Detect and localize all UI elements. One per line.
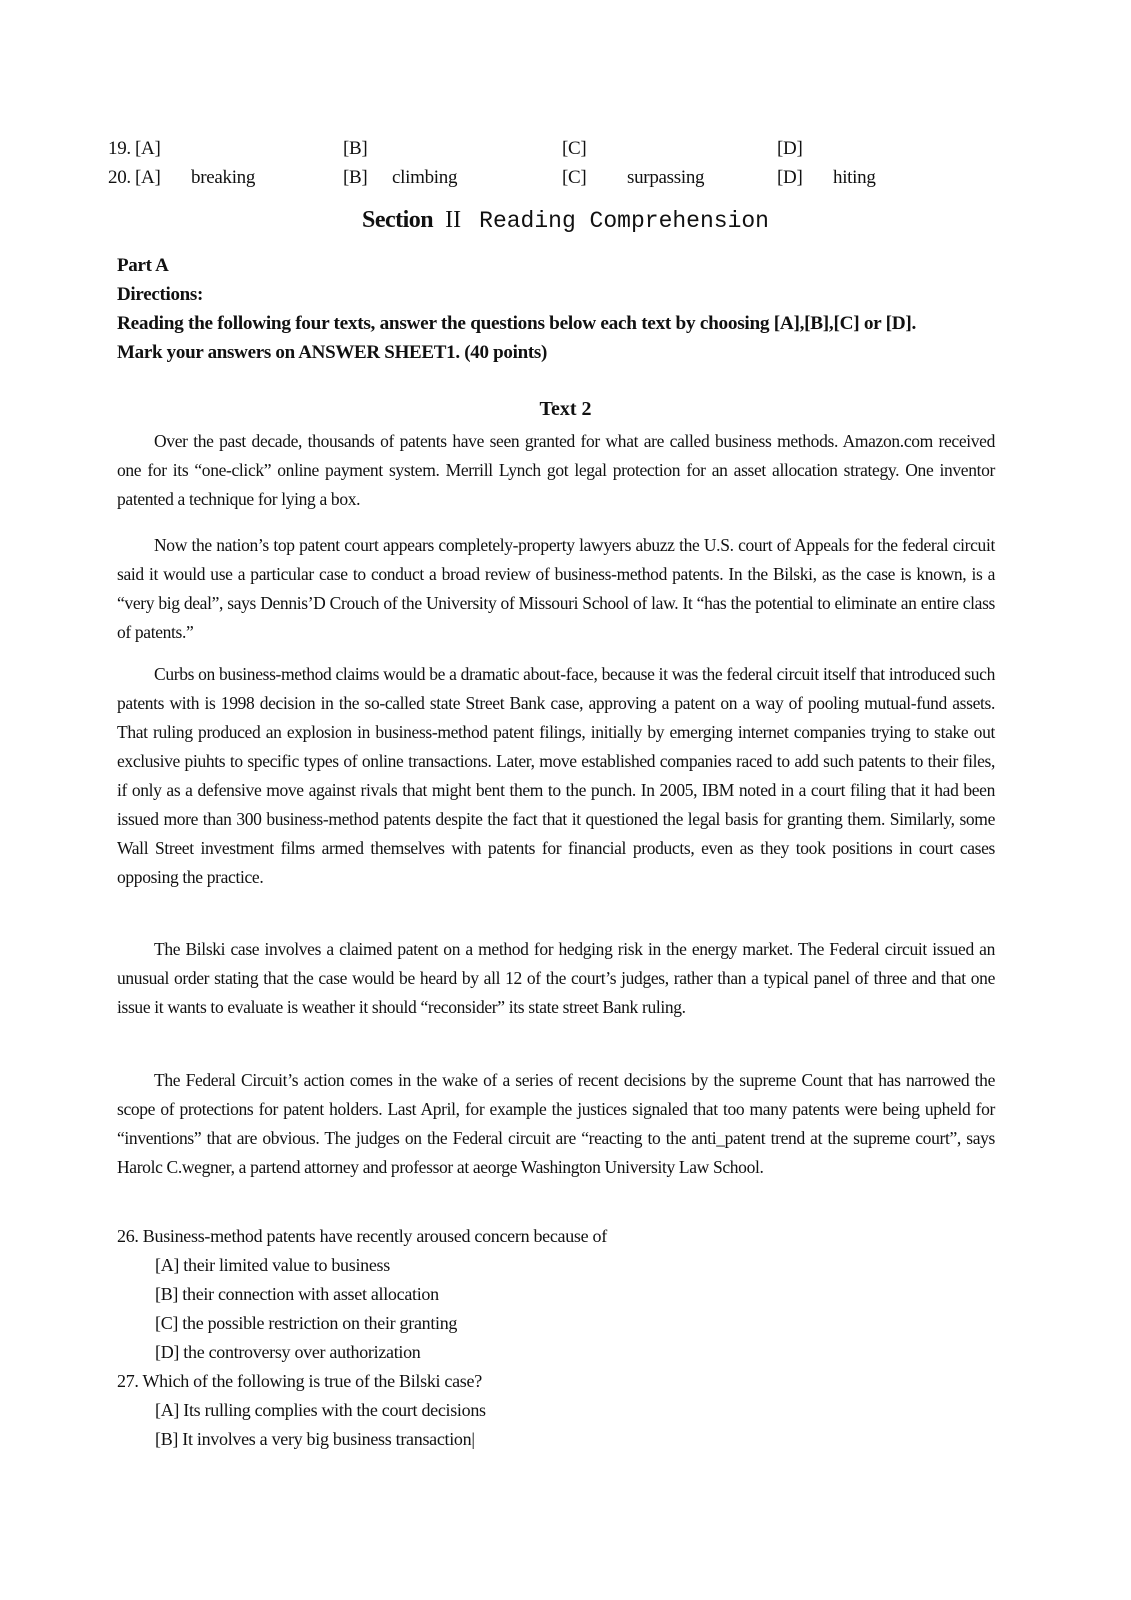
directions-line-1: Reading the following four texts, answer the questions below each text by choosing [A],[B],[C] or [D]. (117, 313, 916, 334)
option-text-d: hiting (833, 167, 876, 188)
option-letter-a: [A] (135, 138, 161, 159)
question-26-option-b: [B] their connection with asset allocation (155, 1284, 439, 1304)
paragraph-2: Now the nation’s top patent court appears completely-property lawyers abuzz the U.S. court of Appeals for the federal circuit said it would use a particular case to conduct a broad review of business-method patents. In the Bilski, as the case is known, is a “very big deal”, says Dennis’D Crouch of the University of Missouri School of law. It “has the potential to eliminate an entire class of patents.” (117, 535, 995, 642)
question-26-stem: 26. Business-method patents have recently aroused concern because of (117, 1226, 607, 1246)
question-number: 19. (108, 138, 131, 159)
option-letter-d: [D] (777, 167, 803, 188)
option-letter-c: [C] (562, 138, 587, 159)
option-letter-b: [B] (343, 167, 368, 188)
option-letter-b: [B] (343, 138, 368, 159)
paragraph-5: The Federal Circuit’s action comes in the wake of a series of recent decisions by the supreme Count that has narrowed the scope of protections for patent holders. Last April, for example the justices signaled that too many patents were being upheld for “inventions” that are obvious. The judges on the Federal circuit are “reacting to the anti_patent trend at the supreme court”, says Harolc C.wegner, a partend attorney and professor at aeorge Washington University Law School. (117, 1070, 995, 1177)
paragraph-4: The Bilski case involves a claimed patent on a method for hedging risk in the energy market. The Federal circuit issued an unusual order stating that the case would be heard by all 12 of the court’s judges, rather than a typical panel of three and that one issue it wants to evaluate is weather it should “reconsider” its state street Bank ruling. (117, 939, 995, 1017)
section-title: Reading Comprehension (479, 208, 769, 234)
option-letter-a: [A] (135, 167, 161, 188)
question-26-option-a: [A] their limited value to business (155, 1255, 390, 1275)
option-text-c: surpassing (627, 167, 705, 188)
question-27-option-b: [B] It involves a very big business transaction| (155, 1429, 475, 1449)
directions-label: Directions: (117, 284, 204, 305)
cloze-option-row-20 (0, 167, 1131, 195)
option-letter-c: [C] (562, 167, 587, 188)
option-letter-d: [D] (777, 138, 803, 159)
paragraph-1: Over the past decade, thousands of patents have seen granted for what are called business methods. Amazon.com received one for its “one-click” online payment system. Merrill Lynch got legal protection for an asset allocation strategy. One inventor patented a technique for lying a box. (117, 431, 995, 509)
paragraph-3: Curbs on business-method claims would be a dramatic about-face, because it was the federal circuit itself that introduced such patents with is 1998 decision in the so-called state Street Bank case, approving a patent on a way of pooling mutual-fund assets. That ruling produced an explosion in business-method patent filings, initially by emerging internet companies trying to stake out exclusive piuhts to specific types of online transactions. Later, move established companies raced to add such patents to their files, if only as a defensive move against rivals that might bent them to the punch. In 2005, IBM noted in a court filing that it had been issued more than 300 business-method patents despite the fact that it questioned the legal basis for granting them. Similarly, some Wall Street investment films armed themselves with patents for financial products, even as they took positions in court cases opposing the practice. (117, 664, 995, 887)
option-text-a: breaking (191, 167, 256, 188)
section-number: II (445, 207, 462, 233)
question-27-option-a: [A] Its rulling complies with the court decisions (155, 1400, 486, 1420)
option-text-b: climbing (392, 167, 458, 188)
section-heading (0, 207, 1131, 234)
question-27-stem: 27. Which of the following is true of the Bilski case? (117, 1371, 482, 1391)
section-label: Section (361, 207, 434, 233)
directions-line-2: Mark your answers on ANSWER SHEET1. (40 points) (117, 342, 548, 363)
question-number: 20. (108, 167, 131, 188)
question-26-option-d: [D] the controversy over authorization (155, 1342, 421, 1362)
text-title: Text 2 (539, 398, 592, 420)
cloze-option-row-19 (0, 138, 1131, 166)
part-label: Part A (117, 255, 169, 276)
question-26-option-c: [C] the possible restriction on their granting (155, 1313, 458, 1333)
